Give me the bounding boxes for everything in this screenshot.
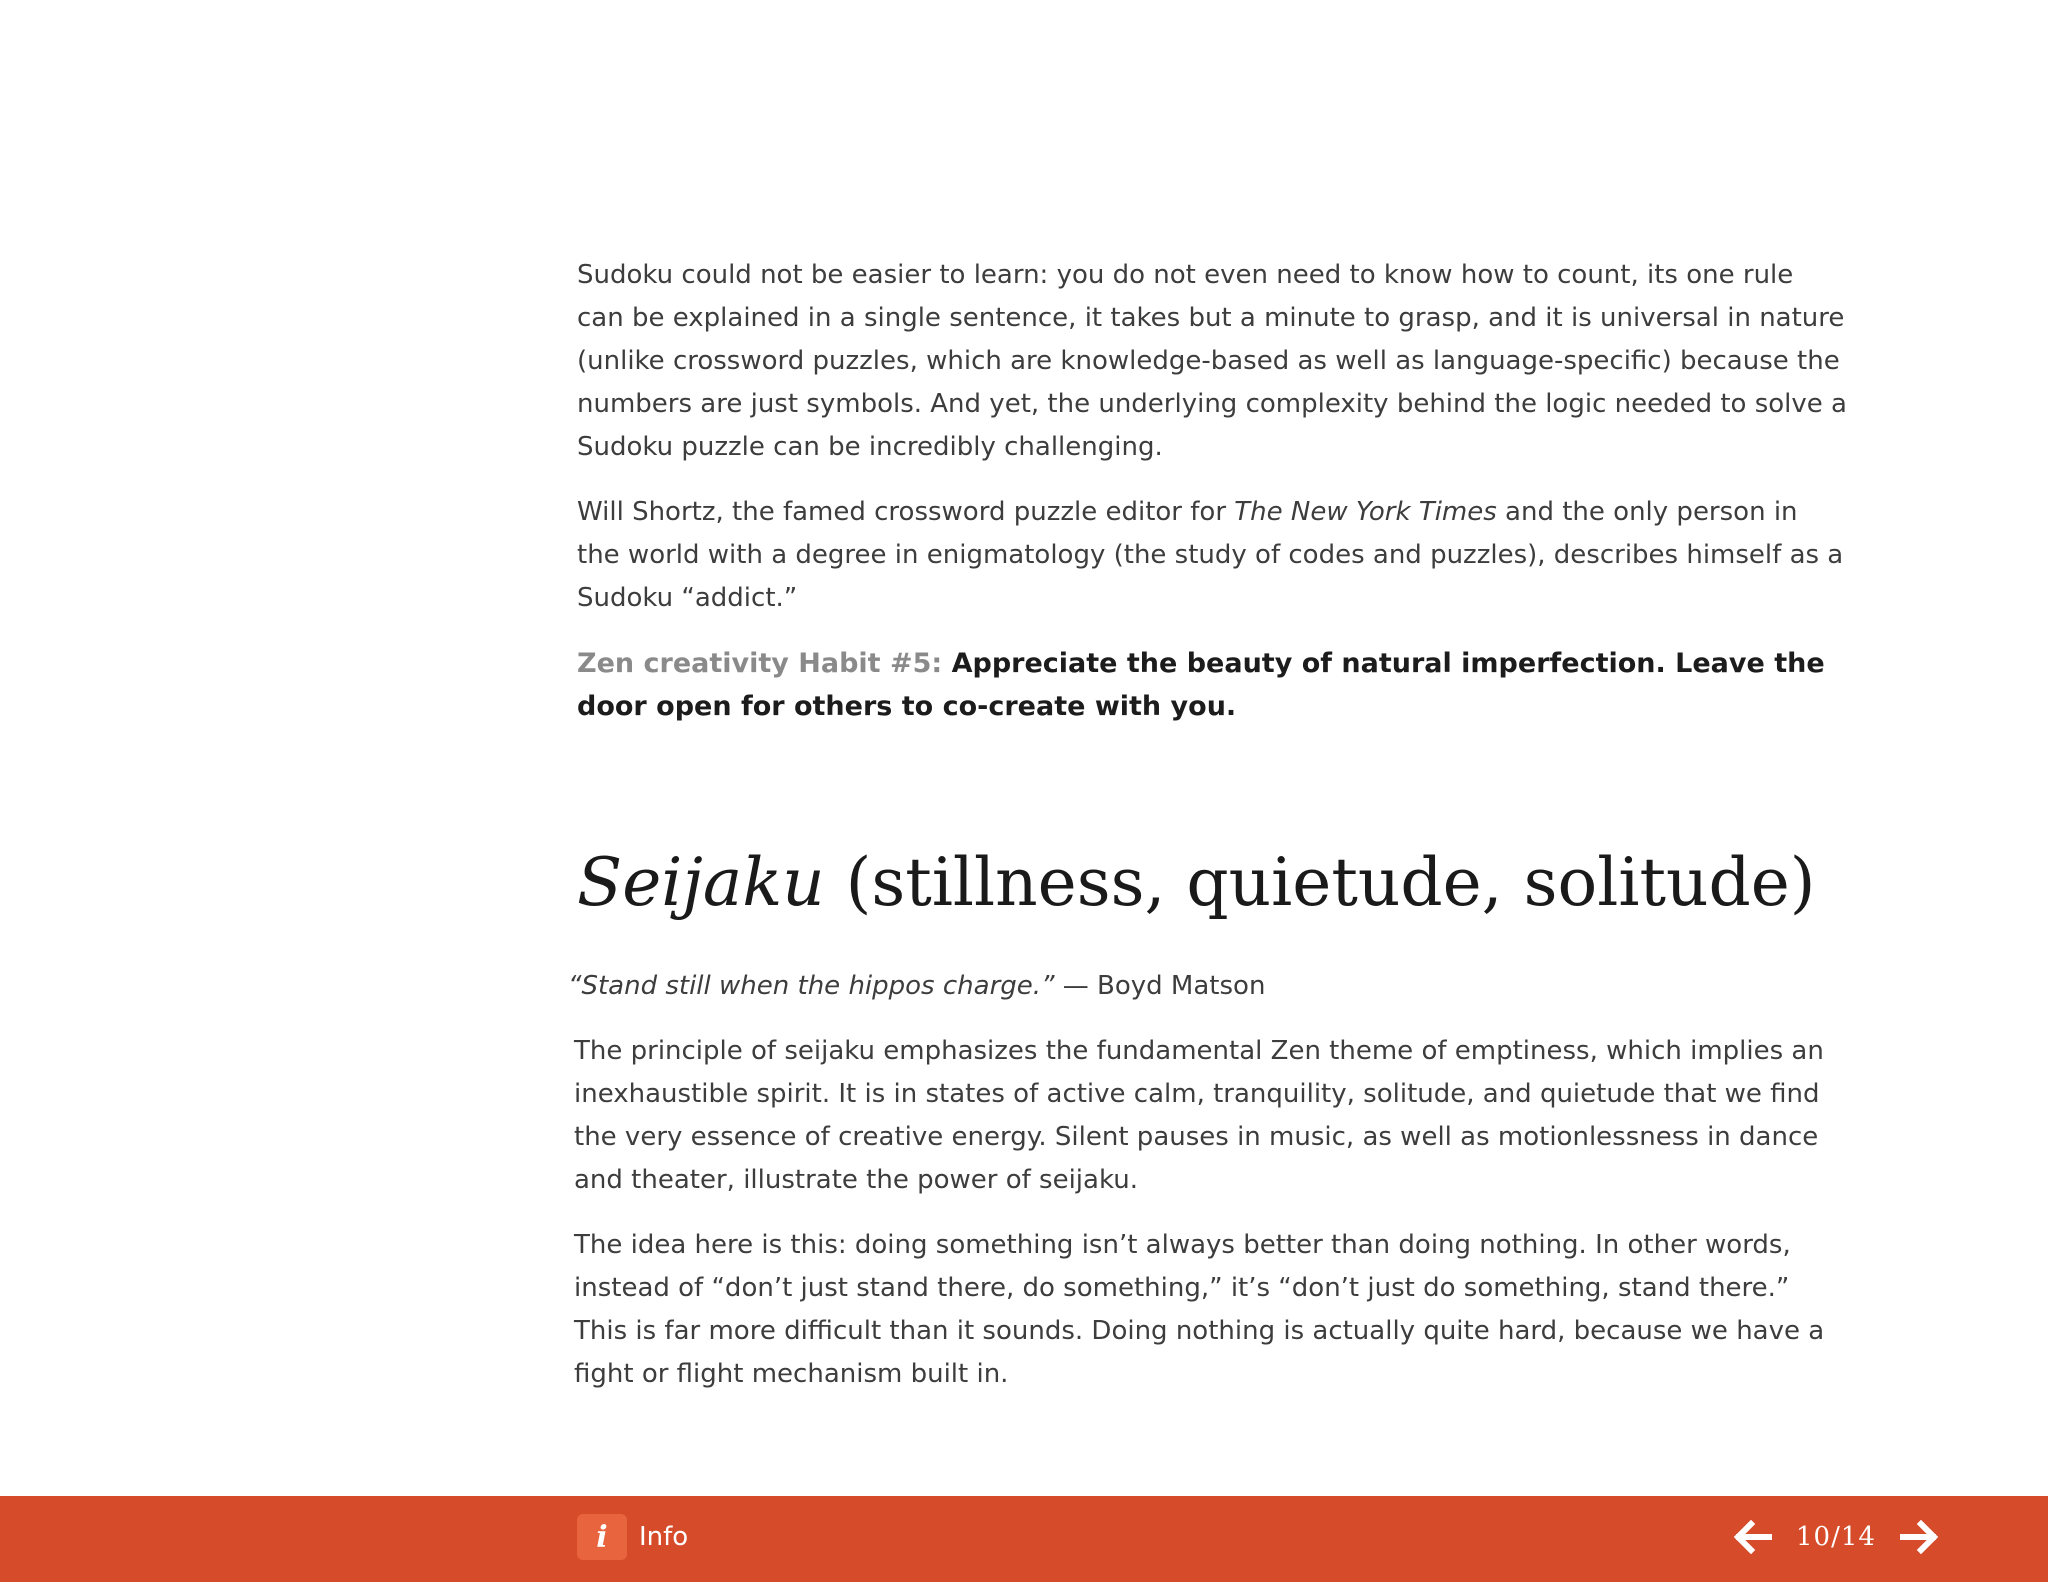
- epigraph-attribution: — Boyd Matson: [1054, 971, 1266, 1001]
- heading-term: Seijaku: [577, 844, 825, 921]
- section-heading: [577, 844, 1816, 921]
- footer-bar: [0, 1496, 2048, 1582]
- epigraph: [568, 965, 1848, 1008]
- heading-rest: (stillness, quietude, solitude): [824, 844, 1816, 921]
- seijaku-section: [568, 965, 1848, 1418]
- info-label[interactable]: Info: [639, 1522, 689, 1552]
- info-icon[interactable]: i: [577, 1514, 627, 1560]
- arrow-right-icon[interactable]: [1896, 1514, 1942, 1560]
- paragraph-text: Will Shortz, the famed crossword puzzle editor for: [577, 497, 1235, 527]
- info-button[interactable]: [577, 1514, 688, 1560]
- arrow-left-icon[interactable]: [1730, 1514, 1776, 1560]
- paragraph-seijaku-principle: The principle of seijaku emphasizes the fundamental Zen theme of emptiness, which implies an inexhaustible spirit. It is in states of active calm, tranquility, solitude, and quietude that we find the very essence of creative energy. Silent pauses in music, as well as motionlessness in dance and theater, illustrate the power of seijaku.: [574, 1036, 1824, 1195]
- page-indicator: 10/14: [1796, 1522, 1876, 1552]
- habit-text: Appreciate the beauty of natural imperfection. Leave the door open for others to co-create with you.: [577, 648, 1825, 722]
- paragraph-text: and the only person in the world with a degree in enigmatology (the study of codes and puzzles), describes himself as a Sudoku “addict.”: [577, 497, 1844, 613]
- epigraph-quote: “Stand still when the hippos charge.”: [568, 971, 1055, 1001]
- habit-label: Zen creativity Habit #5:: [577, 648, 943, 679]
- paragraph-will-shortz: [577, 491, 1847, 620]
- main-content: [577, 254, 1847, 728]
- paragraph-sudoku: Sudoku could not be easier to learn: you do not even need to know how to count, its one rule can be explained in a single sentence, it takes but a minute to grasp, and it is universal in nature (unlike crossword puzzles, which are knowledge-based as well as language-specific) because the numbers are just symbols. And yet, the underlying complexity behind the logic needed to solve a Sudoku puzzle can be incredibly challenging.: [577, 260, 1847, 462]
- paragraph-doing-nothing: The idea here is this: doing something isn’t always better than doing nothing. In other words, instead of “don’t just stand there, do something,” it’s “don’t just do something, stand there.” This is far more difficult than it sounds. Doing nothing is actually quite hard, because we have a fight or flight mechanism built in.: [574, 1230, 1825, 1389]
- publication-title: The New York Times: [1234, 497, 1497, 527]
- zen-habit-callout: [577, 642, 1847, 728]
- page-navigation: [1730, 1514, 1942, 1560]
